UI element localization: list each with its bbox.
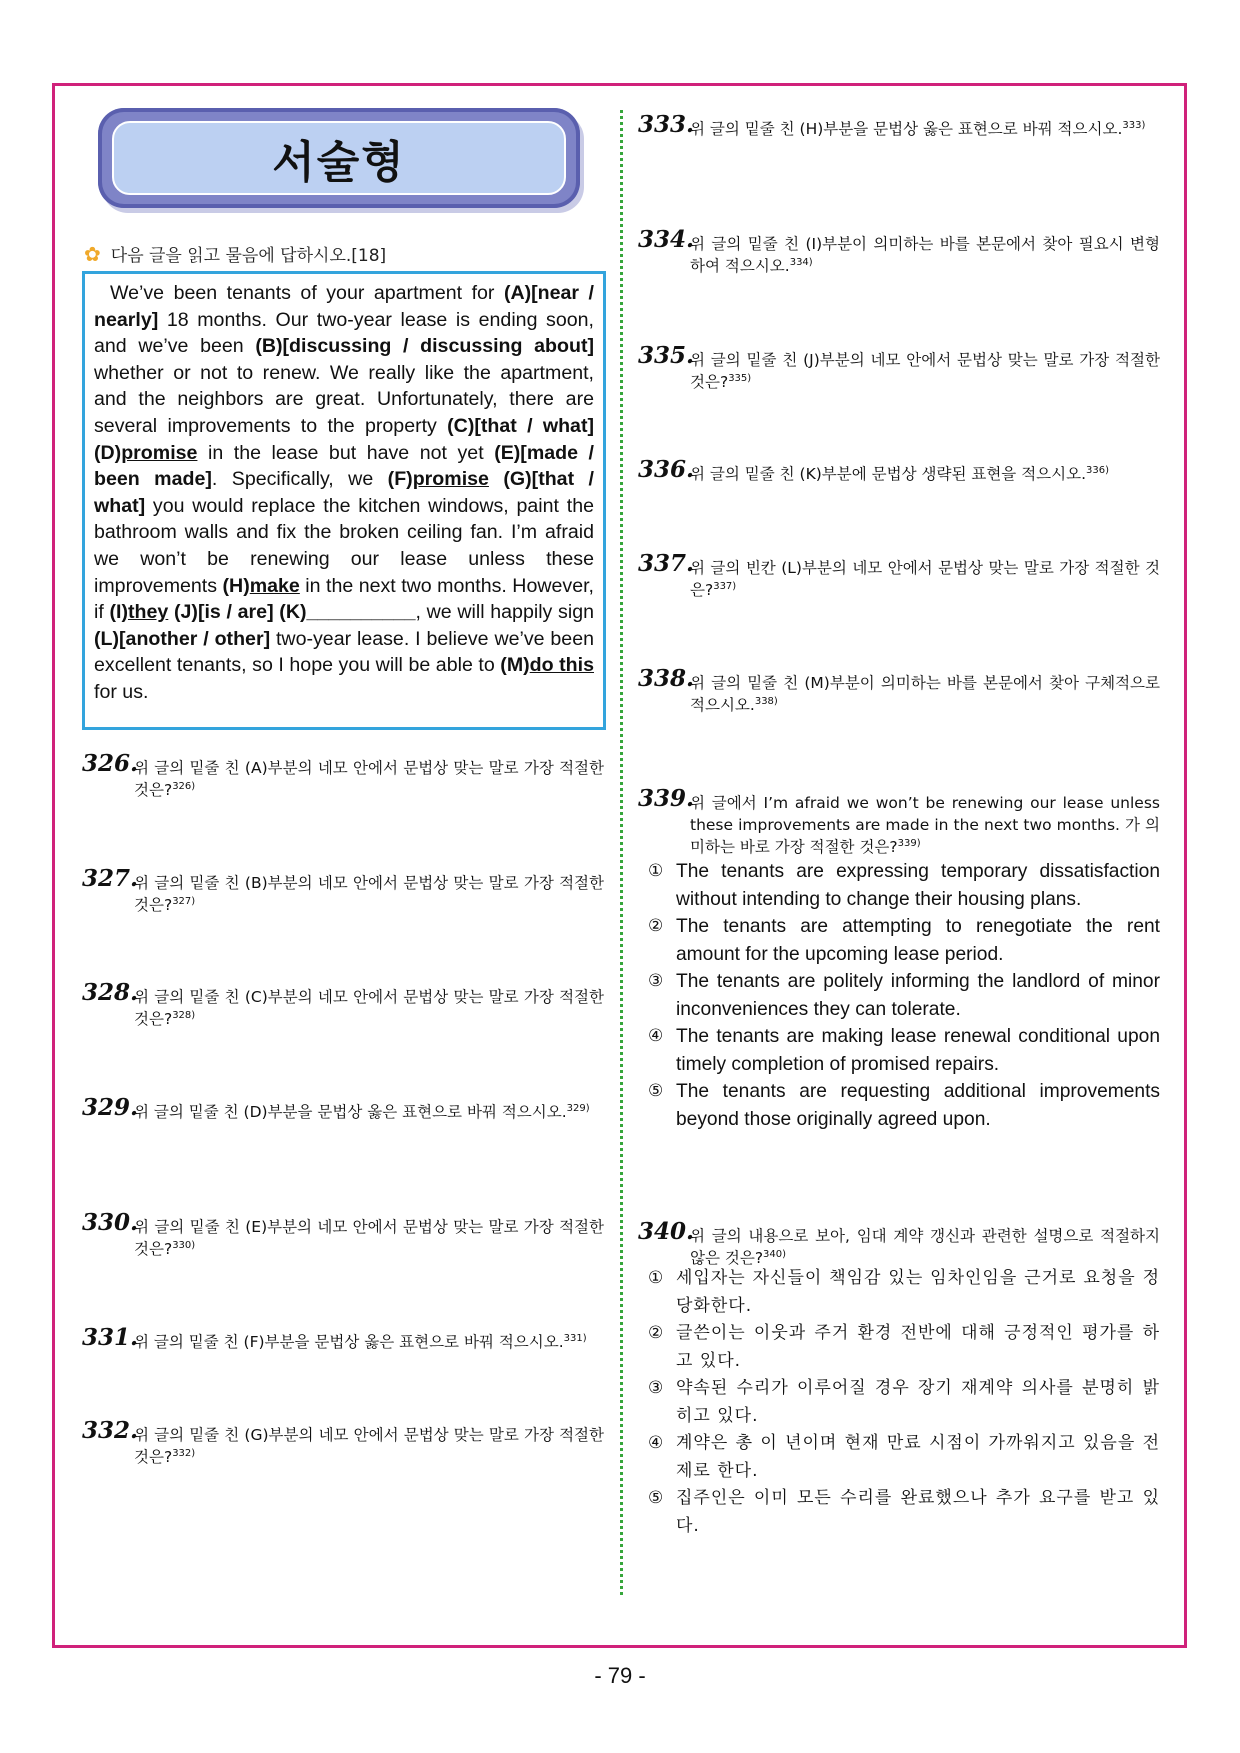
question-text: 위 글의 밑줄 친 (E)부분의 네모 안에서 문법상 맞는 말로 가장 적절한 것은?: [134, 1218, 604, 1258]
question-text: 위 글의 밑줄 친 (G)부분의 네모 안에서 문법상 맞는 말로 가장 적절한 것은?: [134, 1426, 604, 1466]
section-title: 서술형: [272, 137, 406, 188]
options-339: [648, 858, 1160, 1133]
option-text: The tenants are attempting to renegotiate the rent amount for the upcoming lease period.: [676, 916, 1160, 965]
option-mark: ⑤: [648, 1488, 665, 1508]
options-340: [648, 1265, 1160, 1540]
question-number: 330 .: [82, 1212, 138, 1234]
option-mark: ④: [648, 1026, 664, 1046]
option[interactable]: [648, 913, 1160, 968]
option-text: The tenants are making lease renewal conditional upon timely completion of promised repairs.: [676, 1026, 1160, 1075]
question-337: [638, 550, 1160, 601]
passage-paragraph: [94, 280, 594, 706]
question-328: [82, 979, 604, 1030]
label-d: (D): [94, 441, 122, 464]
blank-j: (J)[is / are]: [174, 601, 274, 624]
option-text: The tenants are politely informing the landlord of minor inconveniences they can tolerate.: [676, 971, 1160, 1020]
option-text: 집주인은 이미 모든 수리를 완료했으나 추가 요구를 받고 있다.: [676, 1488, 1160, 1536]
option[interactable]: [648, 1375, 1160, 1430]
label-i: (I): [109, 601, 128, 624]
option-text: 글쓴이는 이웃과 주거 환경 전반에 대해 긍정적인 평가를 하고 있다.: [676, 1323, 1160, 1371]
question-ref: 328): [172, 1010, 196, 1021]
option[interactable]: [648, 968, 1160, 1023]
option-mark: ①: [648, 861, 664, 881]
passage-text: whether or not to renew. We really like the apartment, and the neighbors are great. Unfortunately, there are several improvements to the property: [94, 361, 594, 437]
question-335: [638, 342, 1160, 393]
option-mark: ③: [648, 971, 664, 991]
question-number: 336 .: [638, 459, 694, 481]
question-text: 위 글의 밑줄 친 (J)부분의 네모 안에서 문법상 맞는 말로 가장 적절한 것은?: [690, 351, 1160, 391]
question-text: 위 글의 밑줄 친 (D)부분을 문법상 옳은 표현으로 바꿔 적으시오.: [134, 1103, 567, 1121]
blank-a: (A)[near / nearly]: [94, 282, 594, 331]
passage-text: [489, 468, 503, 490]
question-number: 329 .: [82, 1097, 138, 1119]
question-number: 337 .: [638, 553, 694, 575]
question-331: [82, 1324, 604, 1353]
option-mark: ③: [648, 1378, 665, 1398]
option-mark: ②: [648, 1323, 665, 1343]
question-ref: 332): [172, 1448, 196, 1459]
passage-text: two-year lease. I believe we’ve been excellent tenants, so I hope you will be able to: [94, 627, 594, 677]
option[interactable]: [648, 1320, 1160, 1375]
underline-d: promise: [121, 441, 198, 464]
column-divider: [620, 110, 623, 1595]
question-text: 위 글의 밑줄 친 (A)부분의 네모 안에서 문법상 맞는 말로 가장 적절한 것은?: [134, 759, 604, 799]
question-ref: 333): [1122, 120, 1146, 131]
option[interactable]: [648, 1430, 1160, 1485]
question-number: 331 .: [82, 1327, 138, 1349]
option[interactable]: [648, 1265, 1160, 1320]
question-ref: 326): [172, 781, 196, 792]
option-text: The tenants are expressing temporary dissatisfaction without intending to change their housing plans.: [676, 861, 1160, 910]
passage-text: for us.: [94, 680, 149, 703]
question-number: 340 .: [638, 1221, 694, 1243]
question-326: [82, 750, 604, 801]
question-number: 326 .: [82, 753, 138, 775]
option-mark: ②: [648, 916, 664, 936]
blank-g: (G)[that / what]: [94, 468, 594, 517]
blank-c: (C)[that / what]: [447, 414, 594, 437]
option-mark: ①: [648, 1268, 665, 1288]
question-329: [82, 1094, 604, 1123]
question-text: 위 글의 밑줄 친 (B)부분의 네모 안에서 문법상 맞는 말로 가장 적절한 것은?: [134, 874, 604, 914]
passage-text: We’ve been tenants of your apartment for: [110, 282, 504, 304]
question-number: 339 .: [638, 788, 694, 810]
question-number: 335 .: [638, 345, 694, 367]
question-ref: 338): [754, 696, 778, 707]
option-text: 세입자는 자신들이 책임감 있는 임차인임을 근거로 요청을 정당화한다.: [676, 1268, 1160, 1316]
question-text: 위 글의 밑줄 친 (M)부분이 의미하는 바를 본문에서 찾아 구체적으로 적으시오.: [690, 674, 1160, 714]
question-text: 위 글의 내용으로 보아, 임대 계약 갱신과 관련한 설명으로 적절하지 않은 것은?: [690, 1227, 1160, 1267]
option[interactable]: [648, 1485, 1160, 1540]
question-number: 327 .: [82, 868, 138, 890]
option[interactable]: [648, 1078, 1160, 1133]
option-mark: ④: [648, 1433, 665, 1453]
passage-text: in the lease but have not yet: [197, 441, 495, 464]
question-text: 위 글의 빈칸 (L)부분의 네모 안에서 문법상 맞는 말로 가장 적절한 것은?: [690, 559, 1160, 599]
question-ref: 337): [713, 581, 737, 592]
question-text: 위 글의 밑줄 친 (H)부분을 문법상 옳은 표현으로 바꿔 적으시오.: [690, 120, 1123, 138]
underline-h: make: [249, 574, 300, 597]
blank-b: (B)[discussing / discussing about]: [255, 335, 594, 358]
passage-text: in the next two months. However, if: [94, 574, 594, 624]
question-327: [82, 865, 604, 916]
underline-i: they: [128, 601, 169, 624]
option-text: 약속된 수리가 이루어질 경우 장기 재계약 의사를 분명히 밝히고 있다.: [676, 1378, 1160, 1426]
label-f: (F): [387, 468, 413, 491]
question-ref: 327): [172, 896, 196, 907]
question-text: 위 글에서 I’m afraid we won’t be renewing our lease unless these improvements are made in the next two months. 가 의미하는 바로 가장 적절한 것은?: [690, 794, 1160, 856]
question-ref: 339): [897, 838, 921, 849]
flower-icon: ✿: [84, 241, 101, 266]
question-333: [638, 111, 1160, 140]
blank-l: (L)[another / other]: [94, 627, 271, 650]
reading-passage: [82, 271, 606, 730]
question-340: [638, 1218, 1160, 1269]
passage-text: . Specifically, we: [211, 468, 388, 491]
question-339: [638, 785, 1160, 858]
page-number: - 79 -: [594, 1663, 646, 1688]
question-ref: 334): [789, 257, 813, 268]
question-334: [638, 226, 1160, 277]
option-text: 계약은 총 이 년이며 현재 만료 시점이 가까워지고 있음을 전제로 한다.: [676, 1433, 1160, 1481]
option-text: The tenants are requesting additional improvements beyond those originally agreed upon.: [676, 1081, 1160, 1130]
blank-e: (E)[made / been made]: [94, 441, 594, 491]
option-mark: ⑤: [648, 1081, 664, 1101]
blank-k: (K)__________: [279, 601, 416, 624]
option[interactable]: [648, 1023, 1160, 1078]
passage-text: you would replace the kitchen windows, paint the bathroom walls and fix the broken ceiling fan. I’m afraid we won’t be renewing our lease unless these improvements: [94, 494, 594, 597]
section-title-plate: [98, 108, 580, 208]
question-number: 334 .: [638, 229, 694, 251]
question-330: [82, 1209, 604, 1260]
passage-text: 18 months. Our two-year lease is ending soon, and we’ve been: [94, 308, 594, 358]
label-m: (M): [500, 654, 530, 677]
question-text: 위 글의 밑줄 친 (I)부분이 의미하는 바를 본문에서 찾아 필요시 변형하여 적으시오.: [690, 235, 1160, 275]
question-number: 332 .: [82, 1420, 138, 1442]
question-336: [638, 456, 1160, 485]
question-ref: 331): [563, 1333, 587, 1344]
question-ref: 335): [728, 373, 752, 384]
question-ref: 336): [1086, 465, 1110, 476]
question-332: [82, 1417, 604, 1468]
question-ref: 329): [566, 1103, 590, 1114]
section-title-inner: [112, 121, 566, 195]
question-number: 333 .: [638, 114, 694, 136]
question-number: 338 .: [638, 668, 694, 690]
question-338: [638, 665, 1160, 716]
question-text: 위 글의 밑줄 친 (F)부분을 문법상 옳은 표현으로 바꿔 적으시오.: [134, 1333, 564, 1351]
underline-f: promise: [412, 468, 489, 491]
instruction-text: 다음 글을 읽고 물음에 답하시오.[18]: [110, 246, 387, 266]
option[interactable]: [648, 858, 1160, 913]
question-ref: 340): [763, 1249, 787, 1260]
instruction: [84, 241, 386, 266]
question-ref: 330): [172, 1240, 196, 1251]
label-h: (H): [222, 574, 250, 597]
question-text: 위 글의 밑줄 친 (C)부분의 네모 안에서 문법상 맞는 말로 가장 적절한 것은?: [134, 988, 604, 1028]
underline-m: do this: [529, 654, 594, 677]
question-text: 위 글의 밑줄 친 (K)부분에 문법상 생략된 표현을 적으시오.: [690, 465, 1087, 483]
passage-text: , we will happily sign: [415, 601, 594, 624]
question-number: 328 .: [82, 982, 138, 1004]
